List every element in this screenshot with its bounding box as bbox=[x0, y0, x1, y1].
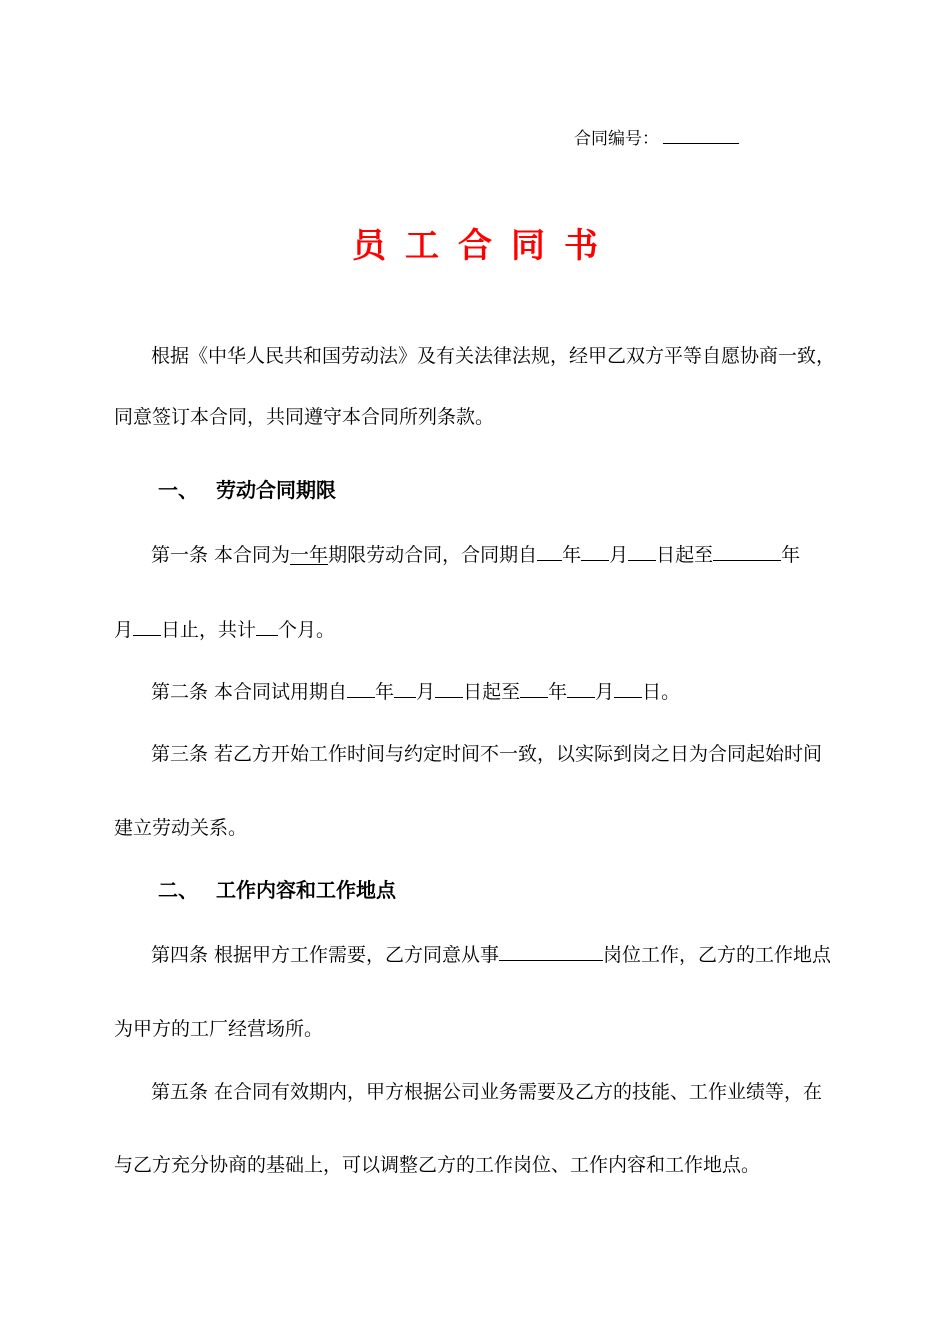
blank bbox=[614, 677, 642, 698]
blank bbox=[581, 540, 609, 561]
section-2-title: 工作内容和工作地点 bbox=[216, 878, 396, 902]
article-5-line-2: 与乙方充分协商的基础上，可以调整乙方的工作岗位、工作内容和工作地点。 bbox=[114, 1154, 761, 1176]
blank bbox=[256, 615, 278, 636]
label: 日止，共计 bbox=[161, 619, 257, 641]
label: 日起至 bbox=[463, 681, 521, 703]
blank bbox=[133, 615, 161, 636]
label: 月 bbox=[416, 681, 436, 703]
label: 日起至 bbox=[656, 544, 714, 566]
blank bbox=[394, 677, 416, 698]
blank bbox=[628, 540, 656, 561]
article-4-prefix: 第四条 根据甲方工作需要，乙方同意从事 bbox=[151, 944, 500, 966]
label: 年 bbox=[562, 544, 582, 566]
contract-term: 一年 bbox=[290, 544, 329, 566]
article-3-line-1: 第三条 若乙方开始工作时间与约定时间不一致，以实际到岗之日为合同起始时间 bbox=[151, 743, 823, 765]
blank bbox=[435, 677, 463, 698]
article-1-mid: 期限劳动合同，合同期自 bbox=[328, 544, 538, 566]
label: 月 bbox=[609, 544, 629, 566]
article-4-line-2: 为甲方的工厂经营场所。 bbox=[114, 1018, 324, 1040]
label: 年 bbox=[375, 681, 395, 703]
label: 日。 bbox=[642, 681, 681, 703]
article-3-line-2: 建立劳动关系。 bbox=[114, 817, 248, 839]
position-blank bbox=[499, 940, 603, 961]
article-5-line-1: 第五条 在合同有效期内，甲方根据公司业务需要及乙方的技能、工作业绩等，在 bbox=[151, 1081, 823, 1103]
article-1-prefix: 第一条 本合同为 bbox=[151, 544, 291, 566]
blank bbox=[567, 677, 595, 698]
article-1-line-1 bbox=[151, 540, 800, 569]
article-1-line-2 bbox=[114, 615, 335, 644]
section-1-title: 劳动合同期限 bbox=[216, 478, 336, 502]
article-4-suffix: 岗位工作，乙方的工作地点 bbox=[603, 944, 832, 966]
label: 月 bbox=[595, 681, 615, 703]
blank bbox=[347, 677, 375, 698]
section-1-heading bbox=[158, 476, 336, 504]
blank bbox=[713, 540, 781, 561]
label: 个月。 bbox=[278, 619, 336, 641]
label: 年 bbox=[548, 681, 568, 703]
section-2-heading bbox=[158, 876, 396, 904]
article-2 bbox=[151, 677, 680, 706]
label: 月 bbox=[114, 619, 134, 641]
article-4-line-1 bbox=[151, 940, 831, 969]
contract-number-line bbox=[574, 126, 739, 151]
article-2-prefix: 第二条 本合同试用期自 bbox=[151, 681, 348, 703]
section-1-number: 一、 bbox=[158, 478, 198, 502]
label: 年 bbox=[781, 544, 801, 566]
document-title: 员工合同书 bbox=[352, 226, 617, 266]
blank bbox=[537, 540, 562, 561]
contract-number-label: 合同编号： bbox=[574, 129, 659, 149]
intro-line-2: 同意签订本合同，共同遵守本合同所列条款。 bbox=[114, 406, 495, 428]
contract-number-blank bbox=[663, 126, 739, 144]
blank bbox=[520, 677, 548, 698]
section-2-number: 二、 bbox=[158, 878, 198, 902]
intro-line-1: 根据《中华人民共和国劳动法》及有关法律法规，经甲乙双方平等自愿协商一致， bbox=[151, 345, 836, 367]
